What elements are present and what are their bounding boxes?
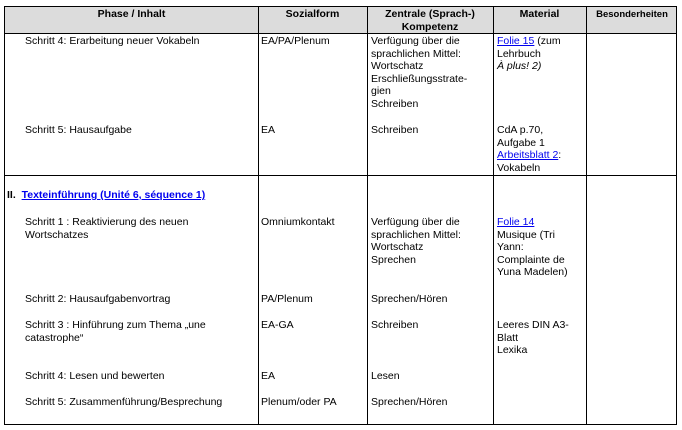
column-divider [258,7,259,424]
header-kompetenz-line1: Zentrale (Sprach-) [385,8,475,20]
row-sozialform: EA [261,124,276,136]
header-sozialform: Sozialform [285,8,340,20]
header-material: Material [519,8,560,20]
row-sozialform: EA/PA/Plenum [261,35,330,47]
folie-14-link[interactable]: Folie 14 [497,216,535,228]
row-phase: Schritt 4: Lesen und bewerten [25,370,165,382]
header-phase: Phase / Inhalt [97,8,166,20]
row-phase: Schritt 1 : Reaktivierung des neuen Wortschatzes [25,216,189,241]
row-kompetenz: Verfügung über die sprachlichen Mittel: Wortschatz Sprechen [371,216,461,266]
arbeitsblatt-2-link[interactable]: Arbeitsblatt 2 [497,149,559,162]
folie-15-link[interactable]: Folie 15 [497,35,535,47]
header-besonderheiten: Besonderheiten [596,9,668,20]
row-kompetenz: Sprechen/Hören [371,396,448,408]
section-divider [5,175,676,176]
row-kompetenz: Schreiben [371,319,419,331]
section-numeral: II. [7,189,16,201]
row-sozialform: Plenum/oder PA [261,396,337,408]
row-sozialform: EA [261,370,276,382]
row-phase: Schritt 5: Zusammenführung/Besprechung [25,396,223,408]
column-divider [586,7,587,424]
row-kompetenz: Lesen [371,370,400,382]
row-sozialform: PA/Plenum [261,293,313,305]
header-kompetenz [367,8,493,34]
lesson-plan-table [4,6,677,425]
column-divider [493,7,494,424]
row-kompetenz: Verfügung über die sprachlichen Mittel: Wortschatz Erschließungsstrate- gien Schreiben [371,35,468,110]
row-material: CdA p.70, Aufgabe 1 Arbeitsblatt 2: Vokabeln [497,124,562,174]
column-divider [367,7,368,424]
header-kompetenz-line2: Kompetenz [401,21,459,33]
row-sozialform: EA-GA [261,319,294,331]
row-kompetenz: Schreiben [371,124,419,136]
section-title-link[interactable]: Texteinführung (Unité 6, séquence 1) [21,189,206,201]
row-phase: Schritt 5: Hausaufgabe [25,124,132,136]
row-phase: Schritt 4: Erarbeitung neuer Vokabeln [25,35,200,47]
header-divider [5,33,676,34]
row-phase: Schritt 2: Hausaufgabenvortrag [25,293,171,305]
row-material: Leeres DIN A3- Blatt Lexika [497,319,569,357]
row-sozialform: Omniumkontakt [261,216,335,228]
row-kompetenz: Sprechen/Hören [371,293,448,305]
row-phase: Schritt 3 : Hinführung zum Thema „une catastrophe“ [25,319,206,344]
row-material: Folie 14 Musique (Tri Yann: Complainte de Yuna Madelen) [497,216,568,279]
row-material: Folie 15 (zum Lehrbuch À plus! 2) [497,35,561,73]
section-heading [7,189,205,202]
